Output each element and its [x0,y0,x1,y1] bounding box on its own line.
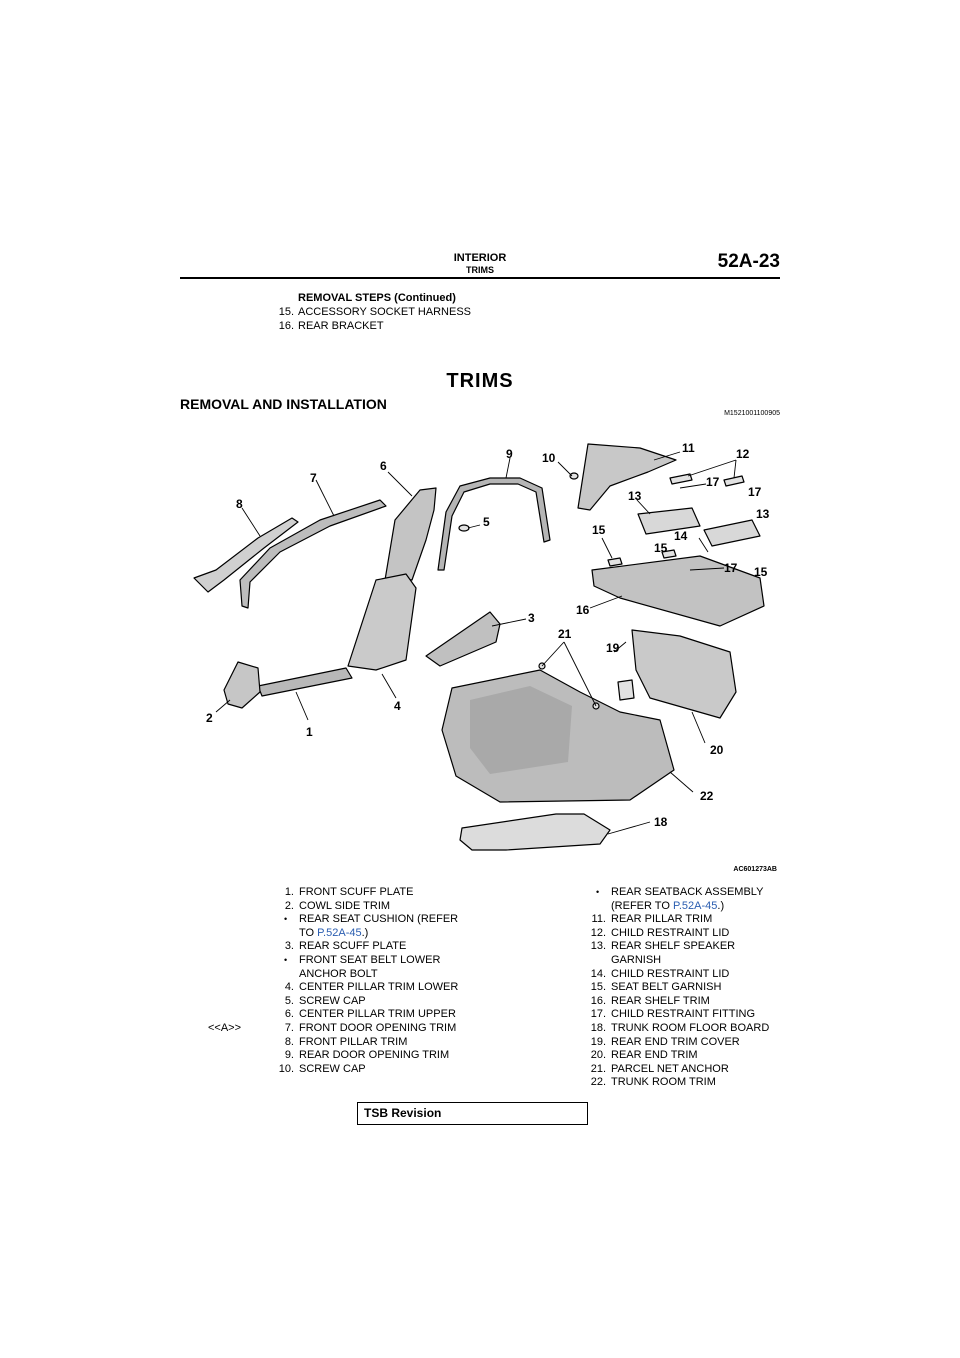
callout-5: 5 [483,515,490,529]
list-item: 9. REAR DOOR OPENING TRIM [284,1049,450,1062]
parts-list-right [582,886,782,1090]
callout-1: 1 [306,725,313,739]
step-text: ACCESSORY SOCKET HARNESS [298,306,471,318]
list-item: 3. REAR SCUFF PLATE [284,940,407,953]
screw-cap-shape [570,473,578,479]
callout-15: 15 [592,523,606,537]
list-item: 11. REAR PILLAR TRIM [591,913,713,926]
callout-7: 7 [310,471,317,485]
service-point-tag: <<A>> [208,1022,242,1034]
callout-17: 17 [724,561,738,575]
callout-17: 17 [706,475,720,489]
rear-pillar-trim-shape [578,444,676,510]
callout-3: 3 [528,611,535,625]
list-item: 21. PARCEL NET ANCHOR [590,1062,729,1075]
list-item: 22. TRUNK ROOM TRIM [590,1076,716,1089]
speaker-garnish-shape [704,520,760,546]
callout-17: 17 [748,485,762,499]
list-item: • REAR SEATBACK ASSEMBLY [596,886,764,898]
list-item: 7. FRONT DOOR OPENING TRIM [284,1021,457,1034]
callout-18: 18 [654,815,668,829]
step-number: 15. [278,306,294,318]
step-number: 16. [278,320,294,332]
callout-2: 2 [206,711,213,725]
header-rule [180,277,780,279]
figure-id: AC601273AB [733,866,777,873]
list-item: • REAR SEAT CUSHION (REFER [284,913,459,926]
callout-13: 13 [628,489,642,503]
list-item: 12. CHILD RESTRAINT LID [590,926,730,939]
callout-6: 6 [380,459,387,473]
list-item: GARNISH [611,953,662,966]
callout-8: 8 [236,497,243,511]
list-item: 6. CENTER PILLAR TRIM UPPER [284,1008,456,1021]
list-item: 20. REAR END TRIM [590,1049,698,1062]
page-reference-link[interactable]: P.52A-45 [672,899,718,912]
tsb-revision-label: TSB Revision [364,1106,442,1120]
removal-steps-heading: REMOVAL STEPS (Continued) [298,292,456,304]
callout-4: 4 [394,699,401,713]
removal-step [268,320,568,334]
front-scuff-plate-shape [258,668,352,696]
parts-list-left [270,886,560,1076]
trunk-floor-board-shape [460,814,610,850]
rear-shelf-trim-shape [592,556,764,626]
reference-code: M1521001100905 [724,410,780,417]
page-number: 52A-23 [717,251,780,272]
list-item: 18. TRUNK ROOM FLOOR BOARD [590,1021,770,1034]
tsb-revision-box [357,1102,588,1125]
list-item: 19. REAR END TRIM COVER [590,1035,740,1048]
rear-door-opening-trim-shape [438,478,550,570]
list-item: 8. FRONT PILLAR TRIM [284,1035,408,1048]
list-item: 17. CHILD RESTRAINT FITTING [590,1008,756,1021]
section-heading: REMOVAL AND INSTALLATION [180,396,387,412]
list-item: 10. SCREW CAP [278,1062,366,1075]
callout-15: 15 [654,541,668,555]
list-item: ANCHOR BOLT [299,967,378,980]
rear-end-trim-shape [632,630,736,718]
list-item: 13. REAR SHELF SPEAKER [590,940,736,953]
page-title: TRIMS [446,370,514,392]
callout-19: 19 [606,641,620,655]
list-item: 1. FRONT SCUFF PLATE [284,886,414,898]
list-item: • FRONT SEAT BELT LOWER [284,953,441,966]
callout-9: 9 [506,447,513,461]
callout-11: 11 [682,441,695,455]
front-door-opening-trim-shape [240,500,386,608]
callout-22: 22 [700,789,714,803]
callout-21: 21 [558,627,572,641]
subsection-title: TRIMS [466,265,494,275]
removal-step [268,306,568,320]
list-item: 16. REAR SHELF TRIM [590,994,710,1007]
rear-scuff-plate-shape [426,612,500,666]
page-reference-link[interactable]: P.52A-45 [317,926,362,939]
callout-13: 13 [756,507,770,521]
list-item: (REFER TO P.52A-45.) [611,899,725,912]
center-pillar-upper-shape [385,488,436,580]
step-text: REAR BRACKET [298,320,384,332]
callout-15: 15 [754,565,768,579]
list-item: TO P.52A-45.) [299,926,369,939]
section-title: INTERIOR [453,252,507,264]
list-item: 5. SCREW CAP [284,994,366,1007]
exploded-diagram [180,430,780,876]
speaker-garnish-shape [638,508,700,534]
list-item: 14. CHILD RESTRAINT LID [590,967,730,980]
callout-20: 20 [710,743,724,757]
callout-14: 14 [674,529,688,543]
list-item: 2. COWL SIDE TRIM [284,899,391,912]
callout-12: 12 [736,447,750,461]
list-item: 15. SEAT BELT GARNISH [590,981,722,994]
callout-16: 16 [576,603,590,617]
list-item: 4. CENTER PILLAR TRIM LOWER [284,981,459,994]
callout-10: 10 [542,451,556,465]
center-pillar-lower-shape [348,574,416,670]
screw-cap-shape [459,525,469,531]
